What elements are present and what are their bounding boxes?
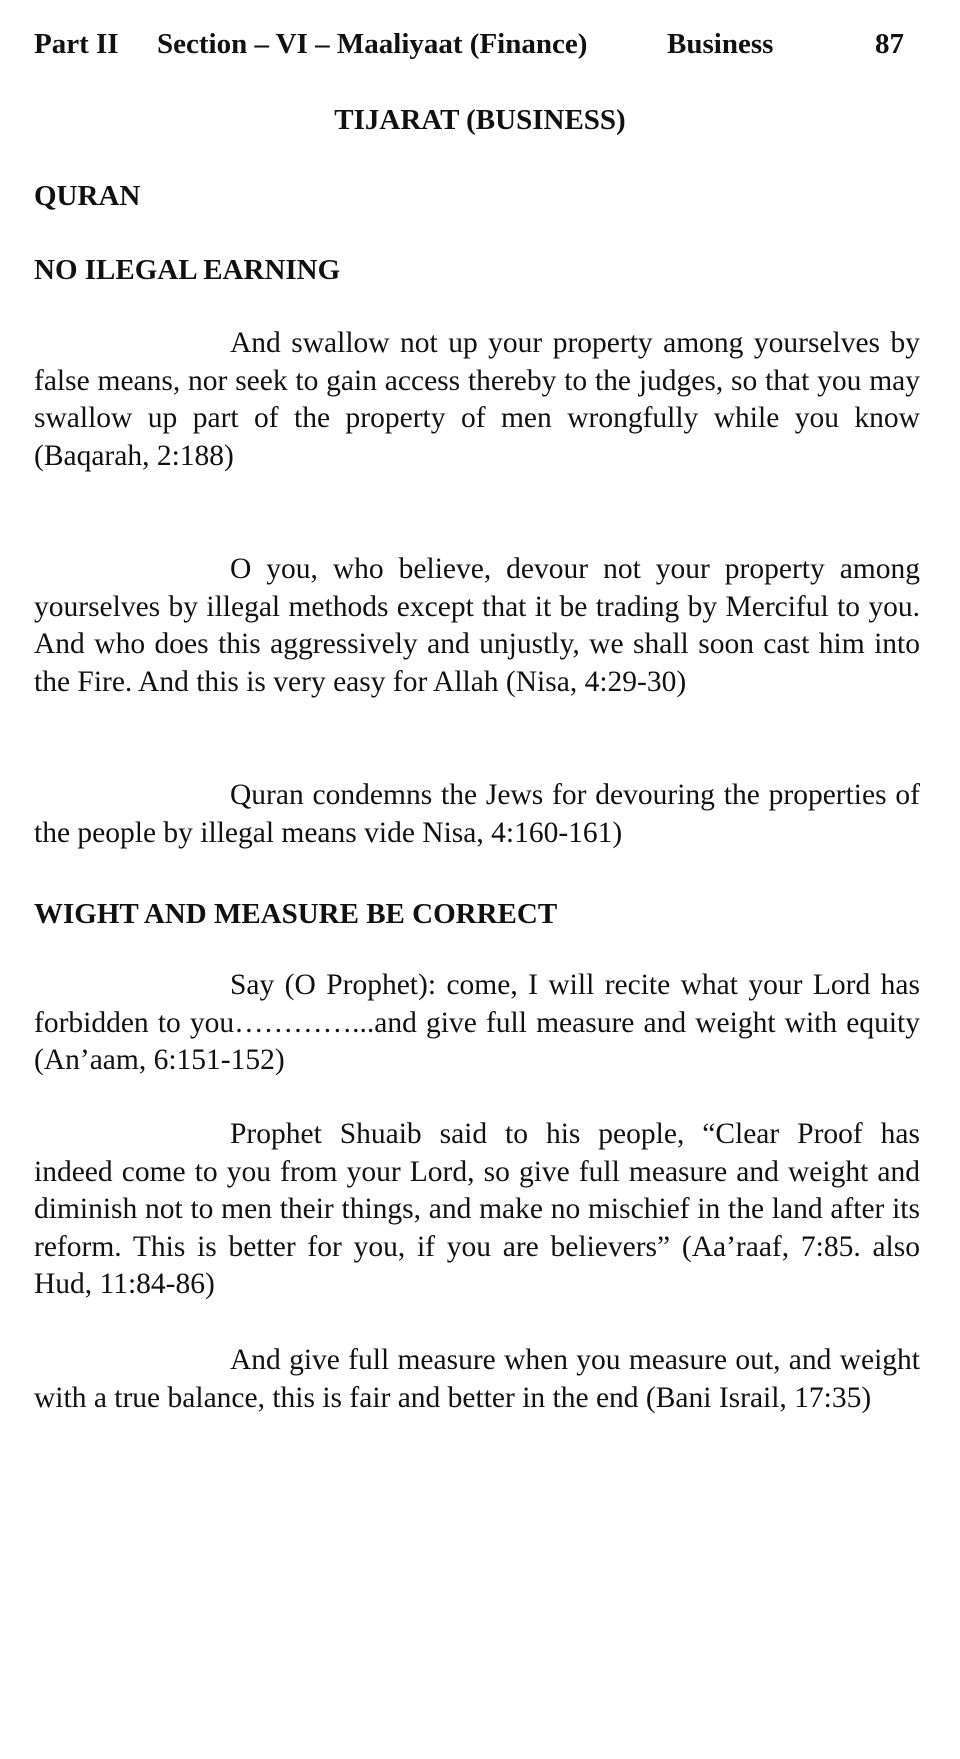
paragraph: Prophet Shuaib said to his people, “Clear Proof has indeed come to you from your Lord, so give full measure and weight and diminish not to men their things, and make no mischief in the land after its reform. This is better for you, if you are believers” (Aa’raaf, 7:85. also Hud, 11:84-86)	[34, 1118, 920, 1301]
paragraph: Quran condemns the Jews for devouring the properties of the people by illegal means vide Nisa, 4:160-161)	[34, 779, 920, 849]
chapter-title: TIJARAT (BUSINESS)	[334, 104, 626, 136]
source-heading: QURAN	[34, 180, 141, 212]
paragraph: And give full measure when you measure out, and weight with a true balance, this is fair and better in the end (Bani Israil, 17:35)	[34, 1344, 920, 1414]
paragraph: Say (O Prophet): come, I will recite what your Lord has forbidden to you…………...and give full measure and weight with equity (An’aam, 6:151-152)	[34, 969, 920, 1077]
header-subject: Business	[667, 28, 774, 60]
page-number: 87	[875, 28, 904, 60]
header-section: Section – VI – Maaliyaat (Finance)	[157, 28, 588, 60]
section-heading: WIGHT AND MEASURE BE CORRECT	[34, 898, 558, 930]
paragraph: O you, who believe, devour not your property among yourselves by illegal methods except that it be trading by Merciful to you. And who does this aggressively and unjustly, we shall soon cast him into the Fire. And this is very easy for Allah (Nisa, 4:29-30)	[34, 553, 920, 698]
paragraph: And swallow not up your property among yourselves by false means, nor seek to gain access thereby to the judges, so that you may swallow up part of the property of men wrongfully while you know (Baqarah, 2:188)	[34, 327, 920, 472]
section-heading: NO ILEGAL EARNING	[34, 254, 341, 286]
header-part: Part II	[34, 28, 119, 60]
